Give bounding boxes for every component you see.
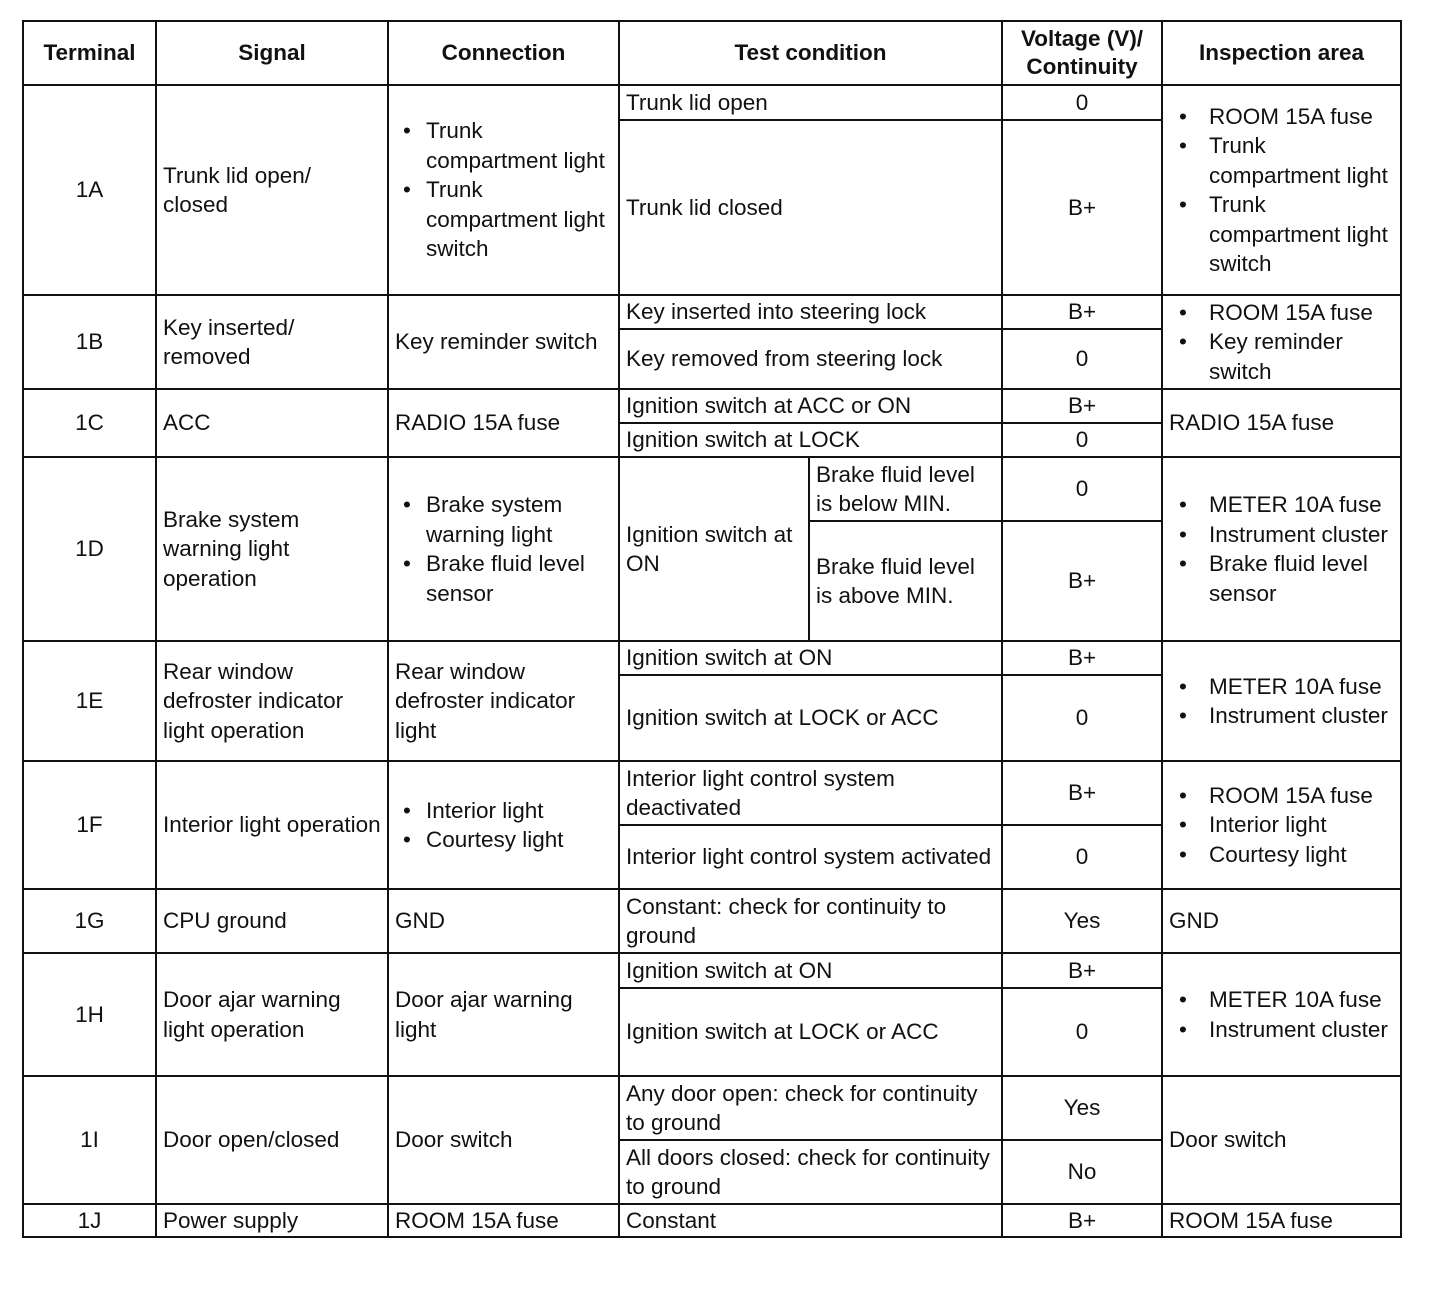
signal-cell: Trunk lid open/ closed — [156, 85, 388, 295]
connection-cell — [388, 761, 619, 889]
list-item: • Interior light — [1169, 810, 1394, 840]
terminal-cell: 1G — [23, 889, 156, 953]
condition-cell: Interior light control system activated — [619, 825, 1002, 889]
signal-cell: Rear window defroster indicator light operation — [156, 641, 388, 761]
list-item: • Trunk compartment light switch — [1169, 190, 1394, 279]
connection-cell — [388, 85, 619, 295]
header-inspection: Inspection area — [1162, 21, 1401, 85]
table-row — [23, 1204, 1401, 1237]
connection-cell: Door switch — [388, 1076, 619, 1204]
voltage-cell: 0 — [1002, 423, 1162, 457]
connection-list — [395, 490, 612, 608]
table-row — [23, 1076, 1401, 1140]
voltage-cell: B+ — [1002, 120, 1162, 295]
list-item: • Courtesy light — [1169, 840, 1394, 870]
condition-cell: Key removed from steering lock — [619, 329, 1002, 389]
inspection-cell — [1162, 641, 1401, 761]
signal-cell: Brake system warning light operation — [156, 457, 388, 641]
condition-cell: Constant — [619, 1204, 1002, 1237]
table-row — [23, 889, 1401, 953]
table-row — [23, 761, 1401, 825]
connection-cell: RADIO 15A fuse — [388, 389, 619, 457]
terminal-cell: 1F — [23, 761, 156, 889]
condition-cell: Ignition switch at LOCK — [619, 423, 1002, 457]
condition-cell: Key inserted into steering lock — [619, 295, 1002, 329]
inspection-cell — [1162, 85, 1401, 295]
list-item: • Instrument cluster — [1169, 520, 1394, 550]
condition-cell: Any door open: check for continuity to ground — [619, 1076, 1002, 1140]
header-signal: Signal — [156, 21, 388, 85]
voltage-cell: B+ — [1002, 389, 1162, 423]
voltage-cell: 0 — [1002, 329, 1162, 389]
inspection-cell — [1162, 761, 1401, 889]
inspection-cell — [1162, 953, 1401, 1076]
voltage-cell: B+ — [1002, 521, 1162, 641]
list-item: • ROOM 15A fuse — [1169, 298, 1394, 328]
inspection-cell: RADIO 15A fuse — [1162, 389, 1401, 457]
list-item: • METER 10A fuse — [1169, 985, 1394, 1015]
condition-cell: Constant: check for continuity to ground — [619, 889, 1002, 953]
inspection-list — [1169, 781, 1394, 870]
terminal-cell: 1D — [23, 457, 156, 641]
condition-cell: All doors closed: check for continuity to ground — [619, 1140, 1002, 1204]
voltage-cell: 0 — [1002, 988, 1162, 1076]
signal-cell: CPU ground — [156, 889, 388, 953]
signal-cell: Interior light operation — [156, 761, 388, 889]
condition-cell: Ignition switch at LOCK or ACC — [619, 988, 1002, 1076]
table-row — [23, 295, 1401, 329]
voltage-cell: B+ — [1002, 295, 1162, 329]
table-row — [23, 389, 1401, 423]
header-voltage: Voltage (V)/ Continuity — [1002, 21, 1162, 85]
list-item: • Trunk compartment light — [1169, 131, 1394, 190]
connection-cell: Rear window defroster indicator light — [388, 641, 619, 761]
list-item: • ROOM 15A fuse — [1169, 102, 1394, 132]
condition-cell: Ignition switch at ON — [619, 953, 1002, 988]
inspection-list — [1169, 985, 1394, 1044]
table-row — [23, 641, 1401, 675]
condition-cell: Ignition switch at LOCK or ACC — [619, 675, 1002, 761]
header-test-condition: Test condition — [619, 21, 1002, 85]
table-row — [23, 457, 1401, 521]
connection-cell: ROOM 15A fuse — [388, 1204, 619, 1237]
voltage-cell: B+ — [1002, 641, 1162, 675]
inspection-cell: GND — [1162, 889, 1401, 953]
header-terminal: Terminal — [23, 21, 156, 85]
condition-cell: Brake fluid level is below MIN. — [809, 457, 1002, 521]
connection-cell: Key reminder switch — [388, 295, 619, 389]
signal-cell: Key inserted/ removed — [156, 295, 388, 389]
list-item: • Instrument cluster — [1169, 701, 1394, 731]
connection-cell: Door ajar warning light — [388, 953, 619, 1076]
inspection-cell — [1162, 295, 1401, 389]
table-row — [23, 85, 1401, 120]
connection-list — [395, 796, 612, 855]
terminal-cell: 1E — [23, 641, 156, 761]
voltage-cell: Yes — [1002, 889, 1162, 953]
list-item: • Brake fluid level sensor — [395, 549, 612, 608]
table-row — [23, 953, 1401, 988]
condition-cell: Interior light control system deactivated — [619, 761, 1002, 825]
list-item: • Interior light — [395, 796, 612, 826]
condition-cell: Ignition switch at ACC or ON — [619, 389, 1002, 423]
voltage-cell: B+ — [1002, 761, 1162, 825]
voltage-cell: 0 — [1002, 457, 1162, 521]
voltage-cell: Yes — [1002, 1076, 1162, 1140]
header-row — [23, 21, 1401, 85]
list-item: • Brake system warning light — [395, 490, 612, 549]
terminal-cell: 1A — [23, 85, 156, 295]
voltage-cell: 0 — [1002, 85, 1162, 120]
terminal-cell: 1H — [23, 953, 156, 1076]
voltage-cell: B+ — [1002, 953, 1162, 988]
connection-cell — [388, 457, 619, 641]
condition-cell: Brake fluid level is above MIN. — [809, 521, 1002, 641]
terminal-cell: 1J — [23, 1204, 156, 1237]
list-item: • Trunk compartment light — [395, 116, 612, 175]
inspection-list — [1169, 672, 1394, 731]
signal-cell: Power supply — [156, 1204, 388, 1237]
condition-cell: Trunk lid closed — [619, 120, 1002, 295]
inspection-cell — [1162, 457, 1401, 641]
list-item: • Instrument cluster — [1169, 1015, 1394, 1045]
condition-cell: Trunk lid open — [619, 85, 1002, 120]
voltage-cell: 0 — [1002, 675, 1162, 761]
terminal-cell: 1C — [23, 389, 156, 457]
connection-cell: GND — [388, 889, 619, 953]
inspection-list — [1169, 298, 1394, 387]
terminal-cell: 1B — [23, 295, 156, 389]
inspection-list — [1169, 490, 1394, 608]
signal-cell: Door open/closed — [156, 1076, 388, 1204]
list-item: • METER 10A fuse — [1169, 672, 1394, 702]
list-item: • Courtesy light — [395, 825, 612, 855]
signal-cell: Door ajar warning light operation — [156, 953, 388, 1076]
header-connection: Connection — [388, 21, 619, 85]
voltage-cell: 0 — [1002, 825, 1162, 889]
condition-main-cell: Ignition switch at ON — [619, 457, 809, 641]
connection-list — [395, 116, 612, 264]
list-item: • Trunk compartment light switch — [395, 175, 612, 264]
list-item: • Key reminder switch — [1169, 327, 1394, 386]
list-item: • ROOM 15A fuse — [1169, 781, 1394, 811]
inspection-list — [1169, 102, 1394, 279]
voltage-cell: B+ — [1002, 1204, 1162, 1237]
voltage-cell: No — [1002, 1140, 1162, 1204]
list-item: • METER 10A fuse — [1169, 490, 1394, 520]
inspection-cell: Door switch — [1162, 1076, 1401, 1204]
list-item: • Brake fluid level sensor — [1169, 549, 1394, 608]
signal-cell: ACC — [156, 389, 388, 457]
condition-cell: Ignition switch at ON — [619, 641, 1002, 675]
terminal-inspection-table — [22, 20, 1402, 1238]
inspection-cell: ROOM 15A fuse — [1162, 1204, 1401, 1237]
terminal-cell: 1I — [23, 1076, 156, 1204]
